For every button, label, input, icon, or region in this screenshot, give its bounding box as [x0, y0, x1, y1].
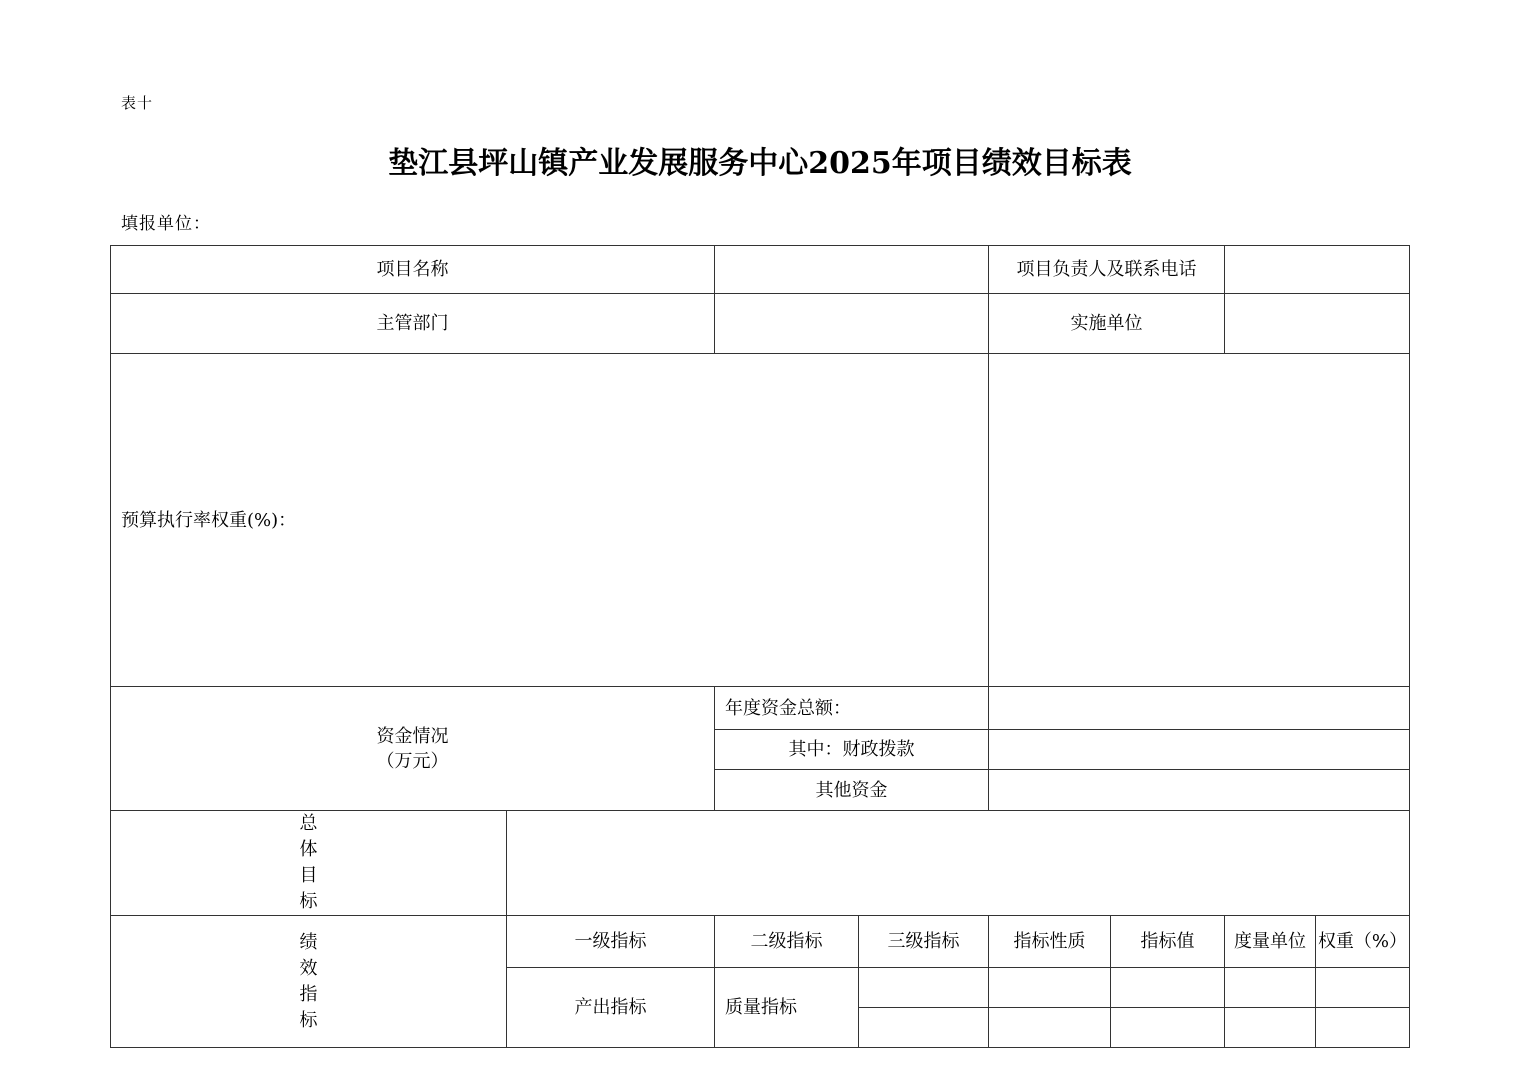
project-name-label: 项目名称	[111, 246, 715, 294]
overall-goal-field[interactable]	[507, 811, 1410, 916]
budget-rate-weight-label: 预算执行率权重(%)：	[111, 354, 989, 687]
indicator-nature-cell[interactable]	[989, 968, 1111, 1008]
weight-cell[interactable]	[1316, 1008, 1410, 1048]
budget-rate-weight-field[interactable]	[989, 354, 1410, 687]
other-funds-field[interactable]	[989, 770, 1410, 811]
indicator-nature-cell[interactable]	[989, 1008, 1111, 1048]
funds-label-line1: 资金情况	[376, 725, 449, 747]
table-number: 表十	[121, 94, 154, 112]
performance-target-form	[110, 245, 1410, 1048]
fiscal-allocation-field[interactable]	[989, 730, 1410, 770]
header-level1-indicator: 一级指标	[507, 916, 715, 968]
indicator-value-cell[interactable]	[1111, 968, 1225, 1008]
page-title: 垫江县坪山镇产业发展服务中心2025年项目绩效目标表	[388, 146, 1132, 181]
level3-indicator-cell[interactable]	[859, 1008, 989, 1048]
department-field[interactable]	[715, 294, 989, 354]
funds-label	[111, 687, 715, 811]
performance-indicators-text: 绩效指标	[299, 931, 318, 1031]
annual-total-label: 年度资金总额：	[715, 687, 989, 730]
responsible-field[interactable]	[1225, 246, 1410, 294]
header-measure-unit: 度量单位	[1225, 916, 1316, 968]
weight-cell[interactable]	[1316, 968, 1410, 1008]
header-level3-indicator: 三级指标	[859, 916, 989, 968]
header-indicator-nature: 指标性质	[989, 916, 1111, 968]
funds-label-line2: （万元）	[376, 750, 449, 772]
performance-indicators-label	[111, 916, 507, 1048]
project-name-field[interactable]	[715, 246, 989, 294]
header-level2-indicator: 二级指标	[715, 916, 859, 968]
indicator-value-cell[interactable]	[1111, 1008, 1225, 1048]
filler-unit-label: 填报单位：	[121, 214, 211, 234]
implementer-field[interactable]	[1225, 294, 1410, 354]
measure-unit-cell[interactable]	[1225, 1008, 1316, 1048]
overall-goal-text: 总体目标	[299, 813, 318, 912]
measure-unit-cell[interactable]	[1225, 968, 1316, 1008]
fiscal-allocation-label: 其中：财政拨款	[715, 730, 989, 770]
implementer-label: 实施单位	[989, 294, 1225, 354]
output-indicator-label: 产出指标	[507, 968, 715, 1048]
responsible-label: 项目负责人及联系电话	[989, 246, 1225, 294]
other-funds-label: 其他资金	[715, 770, 989, 811]
header-weight: 权重（%）	[1316, 916, 1410, 968]
quality-indicator-label: 质量指标	[715, 968, 859, 1048]
overall-goal-label	[111, 811, 507, 916]
level3-indicator-cell[interactable]	[859, 968, 989, 1008]
annual-total-field[interactable]	[989, 687, 1410, 730]
department-label: 主管部门	[111, 294, 715, 354]
header-indicator-value: 指标值	[1111, 916, 1225, 968]
